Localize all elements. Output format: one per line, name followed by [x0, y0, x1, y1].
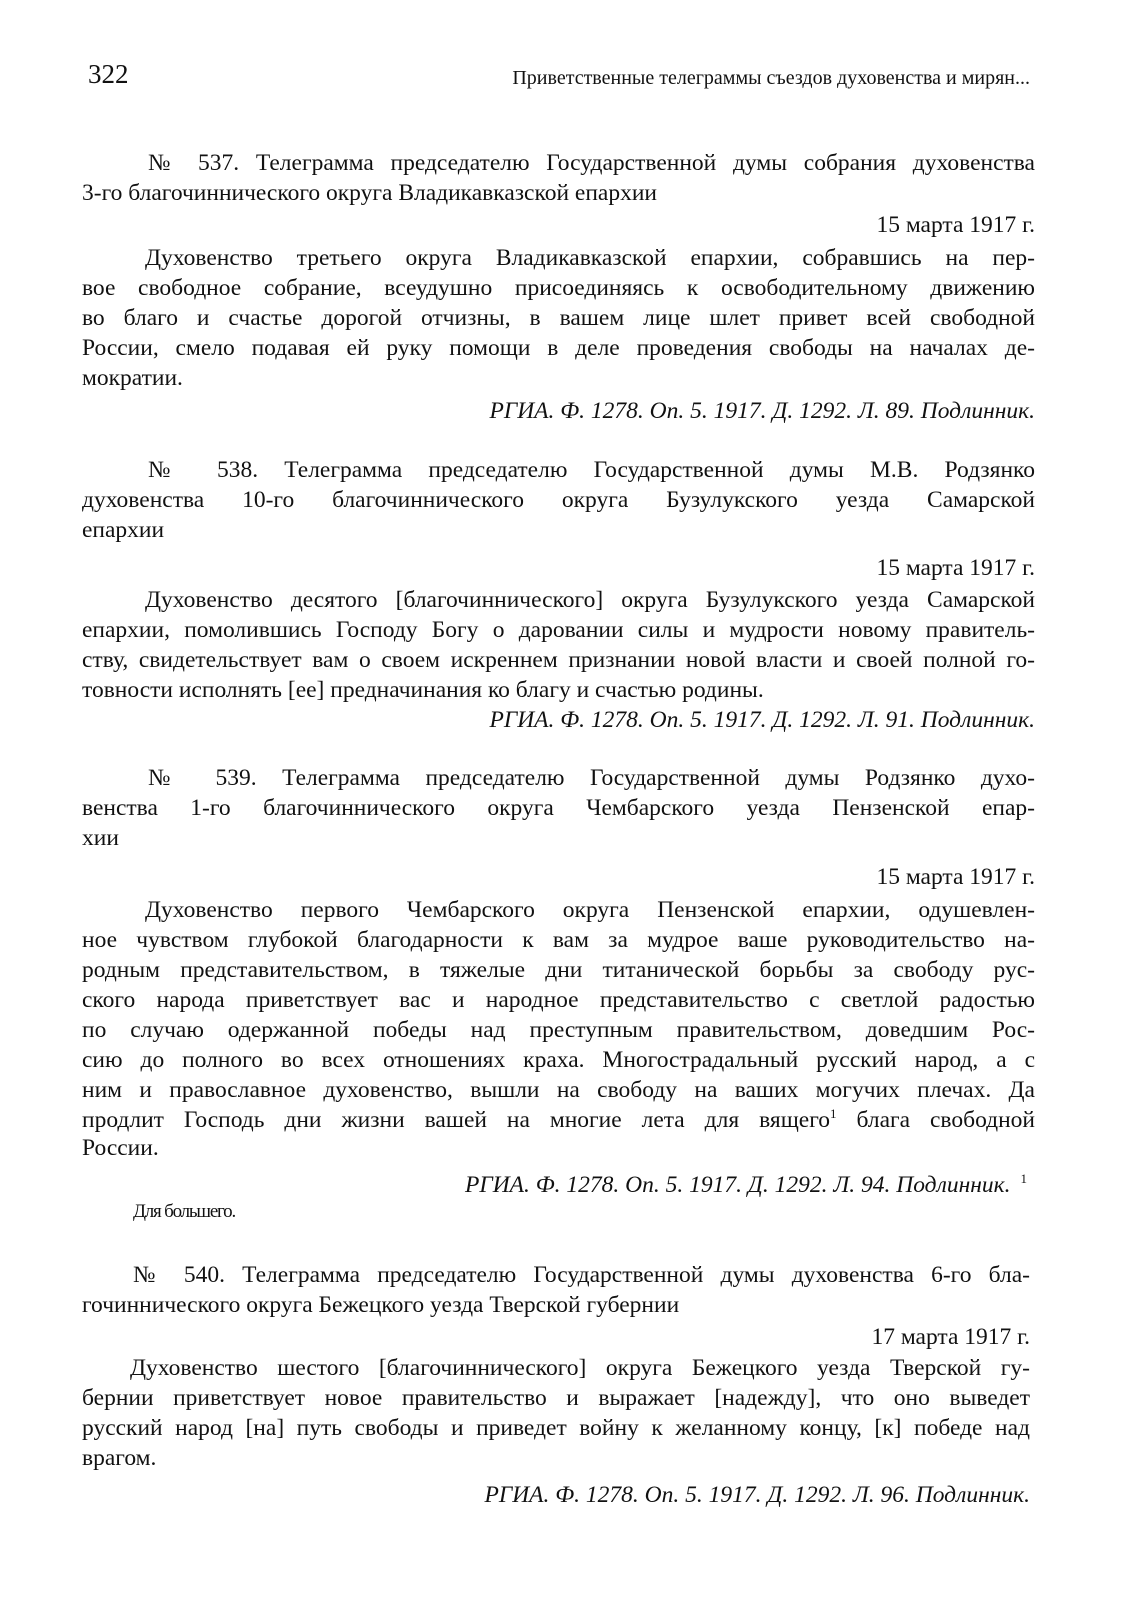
archival-citation	[82, 1170, 1027, 1200]
citation-text: РГИА. Ф. 1278. Оп. 5. 1917. Д. 1292. Л. 94. Подлинник.	[464, 1172, 1011, 1198]
body-text: Духовенство шестого [благочиннического] округа Бежецкого уезда Тверской гу-	[130, 1355, 1030, 1381]
body-text: ним и православное духовенство, вышли на свободу на ваших могучих плечах. Да	[82, 1077, 1035, 1103]
document-heading-line: 3-го благочиннического округа Владикавказской епархии	[82, 180, 657, 206]
body-text-line	[82, 363, 1035, 393]
body-text-line	[82, 333, 1035, 363]
body-text-line	[145, 243, 1035, 273]
body-text-line	[82, 1045, 1035, 1075]
document-heading-line: хии	[82, 825, 119, 851]
page-number: 322	[88, 59, 129, 89]
body-text-line	[82, 615, 1035, 645]
document-date: 15 марта 1917 г.	[876, 212, 1035, 238]
body-text-line	[130, 1353, 1030, 1383]
document-heading-line: венства 1-го благочиннического округа Чембарского уезда Пензенской епар-	[82, 795, 1035, 821]
body-text: России, смело подавая ей руку помощи в деле проведения свободы на началах де-	[82, 335, 1035, 361]
body-text-line	[82, 1105, 1035, 1135]
body-text: Духовенство третьего округа Владикавказской епархии, собравшись на пер-	[145, 245, 1035, 271]
document-heading-line: гочиннического округа Бежецкого уезда Тверской губернии	[82, 1292, 680, 1318]
body-text: во благо и счастье дорогой отчизны, в вашем лице шлет привет всей свободной	[82, 305, 1035, 331]
body-text-line	[82, 675, 1035, 705]
body-text-line	[82, 1383, 1030, 1413]
body-text: сию до полного во всех отношениях краха. Многострадальный русский народ, а с	[82, 1047, 1035, 1073]
body-text-line	[82, 645, 1035, 675]
document-date: 17 марта 1917 г.	[871, 1324, 1030, 1350]
body-text: мократии.	[82, 365, 183, 391]
body-text: по случаю одержанной победы над преступным правительством, доведшим Рос-	[82, 1017, 1035, 1043]
body-text: ное чувством глубокой благодарности к вам за мудрое ваше руководительство на-	[82, 927, 1035, 953]
archival-citation	[82, 396, 1035, 426]
archival-citation	[82, 1480, 1030, 1510]
footnote-marker: 1	[830, 1106, 837, 1122]
running-head: Приветственные телеграммы съездов духовенства и мирян...	[512, 67, 1030, 89]
body-text-line	[82, 1413, 1030, 1443]
body-text-line	[145, 895, 1035, 925]
body-text-line	[82, 303, 1035, 333]
body-text-line	[82, 1075, 1035, 1105]
body-text: ского народа приветствует вас и народное представительство с светлой радостью	[82, 987, 1035, 1013]
body-text: России.	[82, 1135, 159, 1161]
body-text-line	[82, 1015, 1035, 1045]
document-heading-line: № 538. Телеграмма председателю Государственной думы М.В. Родзянко	[148, 457, 1035, 483]
body-text: вое свободное собрание, всеудушно присоединяясь к освободительному движению	[82, 275, 1035, 301]
citation-text: РГИА. Ф. 1278. Оп. 5. 1917. Д. 1292. Л. 89. Подлинник.	[489, 398, 1035, 424]
body-text: ству, свидетельствует вам о своем искреннем признании новой власти и своей полной го-	[82, 647, 1035, 673]
body-text: Духовенство десятого [благочиннического] округа Бузулукского уезда Самарской	[145, 587, 1035, 613]
body-text: товности исполнять [ее] предначинания ко благу и счастью родины.	[82, 677, 764, 703]
body-text-line	[82, 985, 1035, 1015]
footnote-marker: 1	[1020, 1171, 1027, 1187]
archival-citation	[82, 705, 1035, 735]
body-text: блага свободной	[836, 1107, 1035, 1133]
document-date: 15 марта 1917 г.	[876, 555, 1035, 581]
footnote: Для большего.	[133, 1201, 236, 1222]
body-text-line	[82, 273, 1035, 303]
body-text: епархии, помолившись Господу Богу о даровании силы и мудрости новому правитель-	[82, 617, 1035, 643]
document-heading-line: епархии	[82, 517, 165, 543]
body-text-line	[82, 925, 1035, 955]
document-heading-line: № 537. Телеграмма председателю Государственной думы собрания духовенства	[148, 150, 1035, 176]
document-date: 15 марта 1917 г.	[876, 864, 1035, 890]
body-text: родным представительством, в тяжелые дни титанической борьбы за свободу рус-	[82, 957, 1035, 983]
document-heading-line: № 540. Телеграмма председателю Государственной думы духовенства 6-го бла-	[133, 1262, 1030, 1288]
body-text-line	[82, 1443, 1030, 1473]
citation-text: РГИА. Ф. 1278. Оп. 5. 1917. Д. 1292. Л. 96. Подлинник.	[484, 1482, 1030, 1508]
document-heading-line: № 539. Телеграмма председателю Государственной думы Родзянко духо-	[148, 765, 1035, 791]
body-text-line	[82, 1133, 1035, 1163]
body-text: Духовенство первого Чембарского округа Пензенской епархии, одушевлен-	[145, 897, 1035, 923]
document-heading-line: духовенства 10-го благочиннического округа Бузулукского уезда Самарской	[82, 487, 1035, 513]
body-text-line	[82, 955, 1035, 985]
citation-text: РГИА. Ф. 1278. Оп. 5. 1917. Д. 1292. Л. 91. Подлинник.	[489, 707, 1035, 733]
body-text: бернии приветствует новое правительство и выражает [надежду], что оно выведет	[82, 1385, 1030, 1411]
body-text: русский народ [на] путь свободы и приведет войну к желанному концу, [к] победе над	[82, 1415, 1030, 1441]
body-text-line	[145, 585, 1035, 615]
body-text: врагом.	[82, 1445, 157, 1471]
body-text: продлит Господь дни жизни вашей на многие лета для вящего	[82, 1107, 831, 1133]
